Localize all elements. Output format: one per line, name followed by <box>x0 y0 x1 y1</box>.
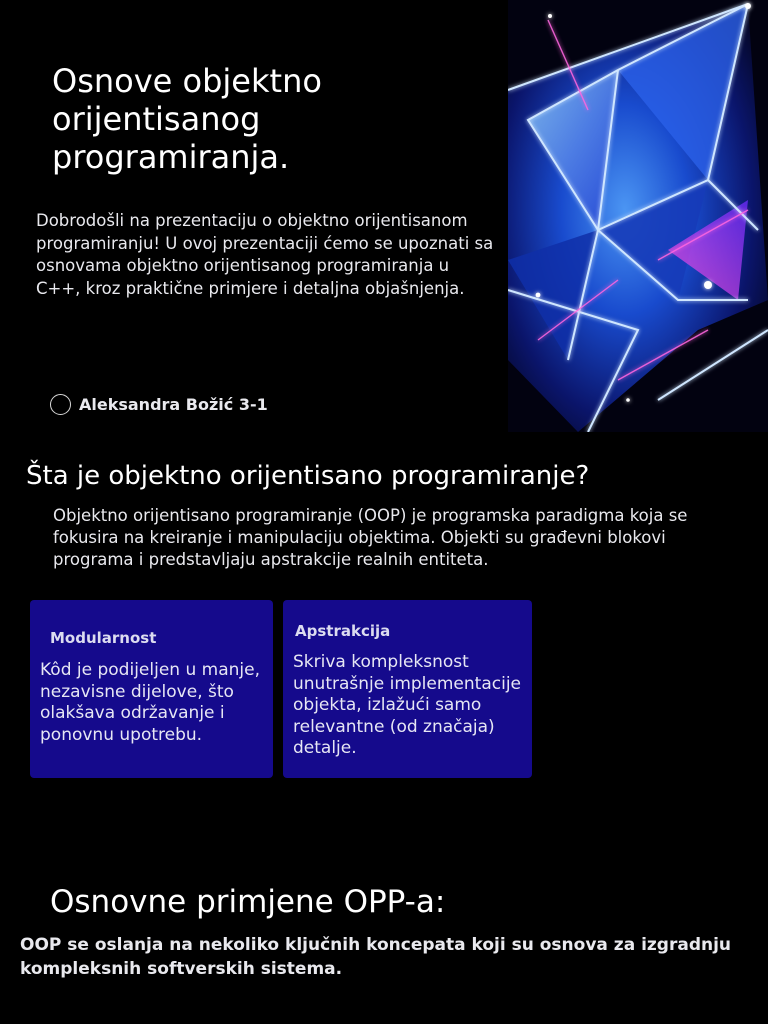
slide1-intro: Dobrodošli na prezentaciju o objektno orijentisanom programiranju! U ovoj prezentaciji ćemo se upoznati sa osnovama objektno orijentisanog programiranja u C++, kroz praktične primjere i detaljna objašnjenja. <box>36 211 494 298</box>
author-row <box>50 394 268 415</box>
card-modularnost <box>30 600 273 778</box>
card-title: Apstrakcija <box>295 622 391 640</box>
author-name: Aleksandra Božić 3-1 <box>79 395 268 414</box>
avatar <box>50 394 71 415</box>
slide3-description: OOP se oslanja na nekoliko ključnih koncepata koji su osnova za izgradnju kompleksnih softverskih sistema. <box>20 935 732 979</box>
neon-art-svg <box>508 0 768 432</box>
card-body: Skriva kompleksnost unutrašnje implementacije objekta, izlažući samo relevantne (od značaja) detalje. <box>293 652 521 759</box>
slide2-title: Šta je objektno orijentisano programiranje? <box>26 461 590 491</box>
slide3-title: Osnovne primjene OPP-a: <box>50 884 446 920</box>
card-apstrakcija <box>283 600 532 778</box>
slide1-title: Osnove objektno orijentisanog programiranja. <box>52 62 322 176</box>
abstract-neon-geometric-image <box>508 0 768 432</box>
card-title: Modularnost <box>50 629 157 647</box>
card-body: Kôd je podijeljen u manje, nezavisne dijelove, što olakšava održavanje i ponovnu upotrebu. <box>40 660 260 745</box>
slide2-description: Objektno orijentisano programiranje (OOP) je programska paradigma koja se fokusira na kreiranje i manipulaciju objektima. Objekti su građevni blokovi programa i predstavljaju apstrakcije realnih entiteta. <box>53 506 688 569</box>
